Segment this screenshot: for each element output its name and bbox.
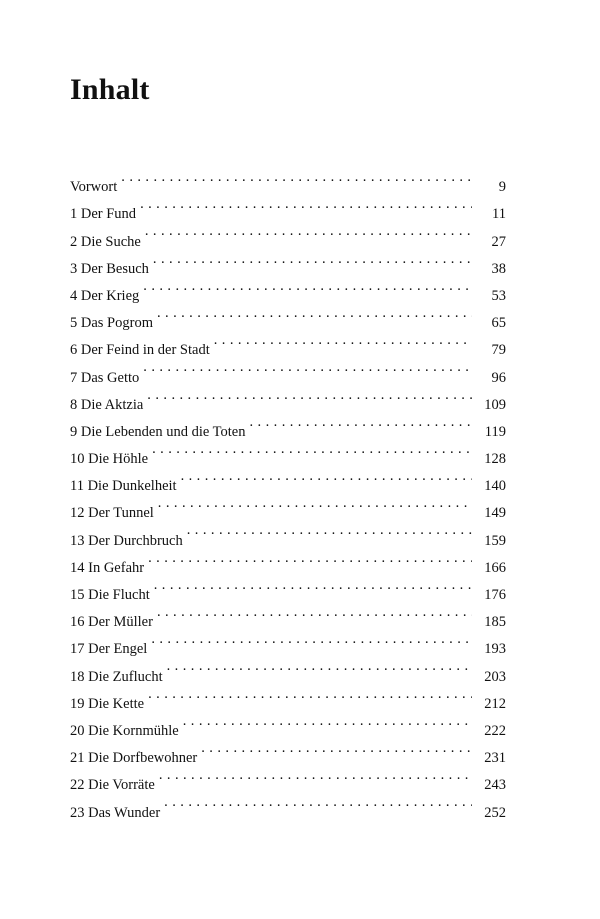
toc-dot-leader — [147, 382, 472, 409]
toc-entry-label: 17 Der Engel — [70, 641, 148, 658]
toc-page-number: 176 — [484, 587, 506, 603]
toc-page-number: 65 — [491, 315, 506, 332]
toc-dot-leader — [151, 626, 472, 653]
toc-dot-leader — [159, 762, 472, 789]
toc-dot-leader — [148, 545, 472, 572]
toc-entry-label: Vorwort — [70, 179, 118, 196]
toc-dot-leader — [167, 653, 472, 680]
toc-entry-label: 2 Die Suche — [70, 233, 141, 250]
toc-page-number: 119 — [484, 423, 506, 440]
toc-page-number: 9 — [498, 179, 506, 196]
toc-entry-chapter-1 — [70, 191, 506, 223]
toc-entry-label: 22 Die Vorräte — [70, 777, 155, 794]
toc-dot-leader — [152, 436, 472, 463]
toc-dot-leader — [145, 218, 472, 245]
toc-entry-label: 9 Die Lebenden und die Toten — [70, 423, 246, 440]
toc-entry-label: 23 Das Wunder — [70, 804, 161, 821]
toc-page-number: 231 — [484, 750, 506, 767]
toc-entry-label: 21 Die Dorfbewohner — [70, 750, 198, 767]
toc-entry-label: 19 Die Kette — [70, 695, 145, 712]
toc-dot-leader — [143, 354, 472, 381]
toc-entry-label: 16 Der Müller — [70, 614, 153, 631]
toc-dot-leader — [154, 572, 472, 599]
toc-dot-leader — [140, 191, 472, 218]
toc-entry-label: 7 Das Getto — [70, 369, 140, 386]
toc-dot-leader — [214, 327, 472, 354]
toc-page-number: 252 — [484, 804, 506, 821]
toc-page-number: 79 — [491, 342, 506, 359]
toc-entry-label: 4 Der Krieg — [70, 287, 140, 304]
page-title: Inhalt — [70, 73, 150, 106]
toc-page-number: 128 — [484, 451, 506, 468]
toc-page-number: 159 — [484, 532, 506, 549]
toc-dot-leader — [153, 246, 472, 273]
toc-page-number: 11 — [492, 206, 506, 223]
toc-page-number: 149 — [484, 505, 506, 522]
toc-entry-label: 15 Die Flucht — [70, 587, 150, 603]
toc-entry-label: 5 Das Pogrom — [70, 315, 153, 332]
toc-page-number: 109 — [484, 396, 506, 413]
toc-page-number: 53 — [491, 287, 506, 304]
toc-entry-label: 13 Der Durchbruch — [70, 532, 183, 549]
toc-dot-leader — [121, 164, 472, 191]
toc-dot-leader — [201, 735, 472, 762]
toc-entry-label: 3 Der Besuch — [70, 260, 149, 277]
toc-dot-leader — [148, 681, 472, 708]
toc-entry-label: 14 In Gefahr — [70, 559, 145, 576]
toc-page-number: 140 — [484, 478, 506, 495]
toc-dot-leader — [187, 517, 472, 544]
toc-page-number: 27 — [491, 233, 506, 250]
toc-dot-leader — [157, 300, 472, 327]
toc-entry-label: 8 Die Aktzia — [70, 396, 144, 413]
toc-dot-leader — [183, 708, 472, 735]
toc-dot-leader — [181, 463, 472, 490]
toc-page-number: 243 — [484, 777, 506, 794]
toc-page-number: 38 — [491, 260, 506, 277]
toc-dot-leader — [158, 490, 472, 517]
toc-entry-preface — [70, 164, 506, 196]
toc-page-number: 166 — [484, 559, 506, 576]
toc-entry-label: 18 Die Zuflucht — [70, 668, 163, 685]
toc-entry-label: 12 Der Tunnel — [70, 505, 154, 522]
toc-page-number: 193 — [484, 641, 506, 658]
toc-entry-label: 1 Der Fund — [70, 206, 137, 223]
toc-page-number: 203 — [484, 668, 506, 685]
toc-page-number: 222 — [484, 722, 506, 739]
toc-entry-label: 6 Der Feind in der Stadt — [70, 342, 210, 359]
toc-page-number: 185 — [484, 614, 506, 631]
toc-entry-label: 20 Die Kornmühle — [70, 722, 179, 739]
toc-dot-leader — [143, 273, 472, 300]
toc-page-number: 212 — [484, 695, 506, 712]
toc-page-number: 96 — [491, 369, 506, 386]
toc-dot-leader — [250, 409, 473, 436]
toc-dot-leader — [157, 599, 472, 626]
table-of-contents — [70, 164, 506, 821]
toc-entry-label: 10 Die Höhle — [70, 451, 149, 468]
toc-dot-leader — [164, 789, 472, 816]
toc-entry-label: 11 Die Dunkelheit — [70, 478, 177, 495]
